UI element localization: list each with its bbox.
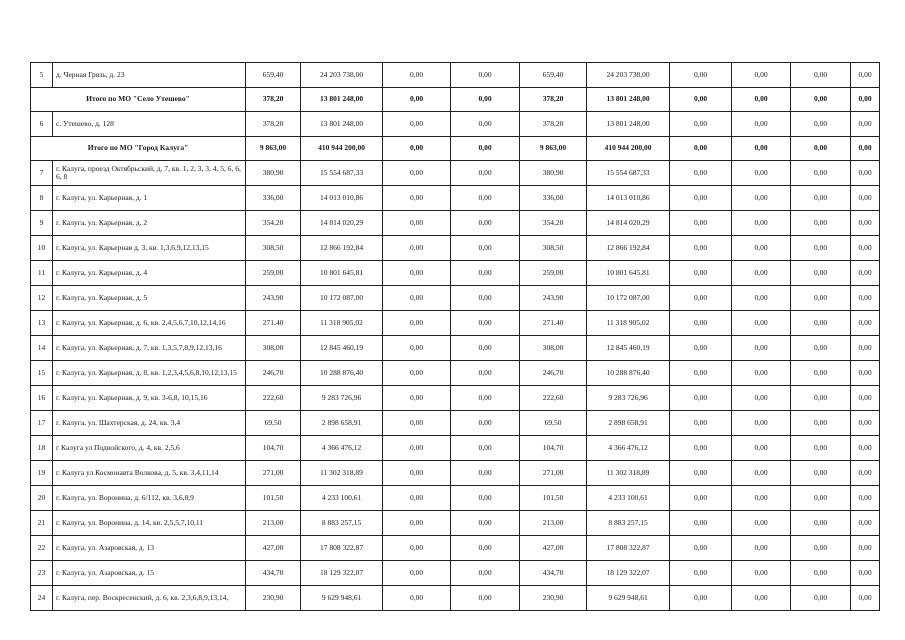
- col-9-cell: 0,00: [791, 436, 851, 461]
- table-row: [31, 361, 880, 386]
- total-row: [31, 88, 880, 112]
- area-cell: 104,70: [246, 436, 301, 461]
- col-4-cell: 0,00: [451, 112, 520, 137]
- col-3-cell: 0,00: [383, 586, 451, 611]
- col-5-cell: 378,20: [520, 112, 587, 137]
- cost-cell: 10 801 645,81: [301, 261, 383, 286]
- col-5-cell: 308,00: [520, 336, 587, 361]
- area-cell: 246,70: [246, 361, 301, 386]
- col-6-cell: 11 318 905,02: [587, 311, 670, 336]
- col-8-cell: 0,00: [732, 112, 791, 137]
- area-cell: 378,20: [246, 112, 301, 137]
- cost-cell: 14 013 010,86: [301, 186, 383, 211]
- area-cell: 336,00: [246, 186, 301, 211]
- table-row: [31, 586, 880, 611]
- col-10-cell: 0,00: [851, 88, 880, 112]
- area-cell: 243,90: [246, 286, 301, 311]
- col-10-cell: 0,00: [851, 112, 880, 137]
- col-5-cell: 378,20: [520, 88, 587, 112]
- col-8-cell: 0,00: [732, 561, 791, 586]
- col-4-cell: 0,00: [451, 536, 520, 561]
- col-8-cell: 0,00: [732, 63, 791, 88]
- area-cell: 354,20: [246, 211, 301, 236]
- col-6-cell: 4 366 476,12: [587, 436, 670, 461]
- cost-cell: 11 302 318,89: [301, 461, 383, 486]
- table-row: [31, 561, 880, 586]
- cost-cell: 18 129 322,07: [301, 561, 383, 586]
- address-cell: г. Калуга, ул. Карьерная, д. 4: [53, 261, 246, 286]
- col-8-cell: 0,00: [732, 411, 791, 436]
- col-7-cell: 0,00: [670, 511, 732, 536]
- col-8-cell: 0,00: [732, 436, 791, 461]
- table-row: [31, 336, 880, 361]
- col-7-cell: 0,00: [670, 186, 732, 211]
- col-10-cell: 0,00: [851, 236, 880, 261]
- cost-cell: 12 845 460,19: [301, 336, 383, 361]
- cost-cell: 9 283 726,96: [301, 386, 383, 411]
- row-number: 22: [31, 536, 53, 561]
- col-3-cell: 0,00: [383, 386, 451, 411]
- col-3-cell: 0,00: [383, 511, 451, 536]
- cost-cell: 17 808 322,87: [301, 536, 383, 561]
- col-9-cell: 0,00: [791, 211, 851, 236]
- row-number: 8: [31, 186, 53, 211]
- col-7-cell: 0,00: [670, 586, 732, 611]
- address-cell: г. Калуга ул Космонавта Волкова, д. 5, кв. 3,4,11,14: [53, 461, 246, 486]
- area-cell: 9 863,00: [246, 137, 301, 161]
- row-number: 9: [31, 211, 53, 236]
- address-cell: г. Калуга, ул. Карьерная, д. 8, кв. 1,2,3,4,5,6,8,10,12,13,15: [53, 361, 246, 386]
- col-10-cell: 0,00: [851, 336, 880, 361]
- col-6-cell: 24 203 738,00: [587, 63, 670, 88]
- col-3-cell: 0,00: [383, 186, 451, 211]
- area-cell: 434,70: [246, 561, 301, 586]
- col-6-cell: 14 814 020,29: [587, 211, 670, 236]
- col-4-cell: 0,00: [451, 436, 520, 461]
- area-cell: 101,50: [246, 486, 301, 511]
- table-row: [31, 386, 880, 411]
- col-9-cell: 0,00: [791, 137, 851, 161]
- col-3-cell: 0,00: [383, 336, 451, 361]
- col-7-cell: 0,00: [670, 436, 732, 461]
- address-cell: г. Калуга, ул. Карьерная, д. 1: [53, 186, 246, 211]
- area-cell: 230,90: [246, 586, 301, 611]
- row-number: 20: [31, 486, 53, 511]
- cost-cell: 13 801 248,00: [301, 88, 383, 112]
- col-9-cell: 0,00: [791, 561, 851, 586]
- col-5-cell: 222,60: [520, 386, 587, 411]
- col-6-cell: 10 288 876,40: [587, 361, 670, 386]
- housing-data-table: [30, 62, 880, 611]
- col-8-cell: 0,00: [732, 88, 791, 112]
- col-5-cell: 308,50: [520, 236, 587, 261]
- cost-cell: 4 366 476,12: [301, 436, 383, 461]
- col-10-cell: 0,00: [851, 486, 880, 511]
- col-3-cell: 0,00: [383, 486, 451, 511]
- total-row: [31, 137, 880, 161]
- col-10-cell: 0,00: [851, 161, 880, 186]
- col-4-cell: 0,00: [451, 386, 520, 411]
- col-6-cell: 8 883 257,15: [587, 511, 670, 536]
- col-6-cell: 14 013 010,86: [587, 186, 670, 211]
- table-row: [31, 536, 880, 561]
- col-8-cell: 0,00: [732, 536, 791, 561]
- col-9-cell: 0,00: [791, 236, 851, 261]
- address-cell: г. Калуга, ул. Азаровская, д. 13: [53, 536, 246, 561]
- col-5-cell: 104,70: [520, 436, 587, 461]
- col-10-cell: 0,00: [851, 361, 880, 386]
- col-9-cell: 0,00: [791, 511, 851, 536]
- cost-cell: 11 318 905,02: [301, 311, 383, 336]
- col-6-cell: 12 845 460,19: [587, 336, 670, 361]
- col-8-cell: 0,00: [732, 186, 791, 211]
- col-3-cell: 0,00: [383, 112, 451, 137]
- col-10-cell: 0,00: [851, 586, 880, 611]
- col-8-cell: 0,00: [732, 461, 791, 486]
- cost-cell: 10 288 876,40: [301, 361, 383, 386]
- row-number: 16: [31, 386, 53, 411]
- area-cell: 427,00: [246, 536, 301, 561]
- table-row: [31, 261, 880, 286]
- area-cell: 308,50: [246, 236, 301, 261]
- address-cell: г. Калуга, проезд Октябрьский, д. 7, кв. 1, 2, 3, 3, 4, 5, 6, 6, 6, 8: [53, 161, 246, 186]
- col-4-cell: 0,00: [451, 336, 520, 361]
- col-3-cell: 0,00: [383, 286, 451, 311]
- col-9-cell: 0,00: [791, 586, 851, 611]
- col-9-cell: 0,00: [791, 161, 851, 186]
- col-5-cell: 243,90: [520, 286, 587, 311]
- col-10-cell: 0,00: [851, 63, 880, 88]
- col-4-cell: 0,00: [451, 186, 520, 211]
- col-6-cell: 12 866 192,84: [587, 236, 670, 261]
- cost-cell: 14 814 020,29: [301, 211, 383, 236]
- col-4-cell: 0,00: [451, 137, 520, 161]
- col-7-cell: 0,00: [670, 63, 732, 88]
- area-cell: 308,00: [246, 336, 301, 361]
- col-8-cell: 0,00: [732, 361, 791, 386]
- total-label: Итого по МО "Город Калуга": [31, 137, 246, 161]
- col-8-cell: 0,00: [732, 161, 791, 186]
- col-10-cell: 0,00: [851, 511, 880, 536]
- row-number: 14: [31, 336, 53, 361]
- address-cell: г. Калуга, ул. Карьерная, д. 9, кв. 3-6,8, 10,15,16: [53, 386, 246, 411]
- col-5-cell: 9 863,00: [520, 137, 587, 161]
- cost-cell: 10 172 087,00: [301, 286, 383, 311]
- col-5-cell: 230,90: [520, 586, 587, 611]
- col-7-cell: 0,00: [670, 561, 732, 586]
- row-number: 15: [31, 361, 53, 386]
- col-10-cell: 0,00: [851, 261, 880, 286]
- col-6-cell: 13 801 248,00: [587, 88, 670, 112]
- col-9-cell: 0,00: [791, 361, 851, 386]
- table-row: [31, 461, 880, 486]
- col-9-cell: 0,00: [791, 63, 851, 88]
- col-5-cell: 427,00: [520, 536, 587, 561]
- table-row: [31, 486, 880, 511]
- col-10-cell: 0,00: [851, 211, 880, 236]
- row-number: 19: [31, 461, 53, 486]
- col-3-cell: 0,00: [383, 461, 451, 486]
- col-4-cell: 0,00: [451, 261, 520, 286]
- col-10-cell: 0,00: [851, 286, 880, 311]
- col-4-cell: 0,00: [451, 63, 520, 88]
- col-6-cell: 11 302 318,89: [587, 461, 670, 486]
- address-cell: г. Калуга, ул. Карьерная, д. 6, кв. 2,4,5,6,7,10,12,14,16: [53, 311, 246, 336]
- col-7-cell: 0,00: [670, 211, 732, 236]
- address-cell: с. Утешево, д. 128: [53, 112, 246, 137]
- col-8-cell: 0,00: [732, 486, 791, 511]
- col-3-cell: 0,00: [383, 561, 451, 586]
- col-7-cell: 0,00: [670, 486, 732, 511]
- col-10-cell: 0,00: [851, 411, 880, 436]
- col-8-cell: 0,00: [732, 586, 791, 611]
- col-7-cell: 0,00: [670, 88, 732, 112]
- row-number: 17: [31, 411, 53, 436]
- col-6-cell: 2 898 658,91: [587, 411, 670, 436]
- col-7-cell: 0,00: [670, 311, 732, 336]
- col-8-cell: 0,00: [732, 261, 791, 286]
- col-8-cell: 0,00: [732, 336, 791, 361]
- col-4-cell: 0,00: [451, 236, 520, 261]
- col-5-cell: 259,00: [520, 261, 587, 286]
- col-9-cell: 0,00: [791, 112, 851, 137]
- area-cell: 378,20: [246, 88, 301, 112]
- col-9-cell: 0,00: [791, 386, 851, 411]
- col-8-cell: 0,00: [732, 137, 791, 161]
- address-cell: г. Калуга, ул. Шахтерская, д. 24, кв. 3,4: [53, 411, 246, 436]
- col-5-cell: 659,40: [520, 63, 587, 88]
- cost-cell: 410 944 200,00: [301, 137, 383, 161]
- col-7-cell: 0,00: [670, 336, 732, 361]
- col-7-cell: 0,00: [670, 261, 732, 286]
- col-7-cell: 0,00: [670, 236, 732, 261]
- address-cell: г. Калуга, пер. Воскресенский, д. 6, кв. 2,3,6,8,9,13,14,: [53, 586, 246, 611]
- table-row: [31, 311, 880, 336]
- col-8-cell: 0,00: [732, 286, 791, 311]
- row-number: 24: [31, 586, 53, 611]
- area-cell: 271,00: [246, 461, 301, 486]
- col-6-cell: 10 801 645,81: [587, 261, 670, 286]
- cost-cell: 15 554 687,33: [301, 161, 383, 186]
- col-5-cell: 69,50: [520, 411, 587, 436]
- col-3-cell: 0,00: [383, 311, 451, 336]
- col-8-cell: 0,00: [732, 511, 791, 536]
- col-10-cell: 0,00: [851, 561, 880, 586]
- col-3-cell: 0,00: [383, 88, 451, 112]
- col-3-cell: 0,00: [383, 361, 451, 386]
- col-4-cell: 0,00: [451, 511, 520, 536]
- col-4-cell: 0,00: [451, 88, 520, 112]
- col-6-cell: 15 554 687,33: [587, 161, 670, 186]
- col-4-cell: 0,00: [451, 361, 520, 386]
- col-7-cell: 0,00: [670, 286, 732, 311]
- address-cell: г Калуга ул Подвойского, д. 4, кв. 2,5,6: [53, 436, 246, 461]
- col-7-cell: 0,00: [670, 112, 732, 137]
- row-number: 6: [31, 112, 53, 137]
- table-row: [31, 63, 880, 88]
- col-6-cell: 9 629 948,61: [587, 586, 670, 611]
- cost-cell: 12 866 192,84: [301, 236, 383, 261]
- table-row: [31, 436, 880, 461]
- col-9-cell: 0,00: [791, 411, 851, 436]
- col-10-cell: 0,00: [851, 386, 880, 411]
- col-6-cell: 9 283 726,96: [587, 386, 670, 411]
- table-row: [31, 236, 880, 261]
- cost-cell: 2 898 658,91: [301, 411, 383, 436]
- address-cell: г. Калуга, ул. Карьерная, д. 7, кв. 1,3,5,7,8,9,12,13,16: [53, 336, 246, 361]
- col-5-cell: 271,40: [520, 311, 587, 336]
- address-cell: г. Калуга, ул. Воронина, д. 6/112, кв. 3,6,8,9: [53, 486, 246, 511]
- row-number: 10: [31, 236, 53, 261]
- col-4-cell: 0,00: [451, 161, 520, 186]
- col-3-cell: 0,00: [383, 536, 451, 561]
- col-4-cell: 0,00: [451, 561, 520, 586]
- col-9-cell: 0,00: [791, 336, 851, 361]
- col-7-cell: 0,00: [670, 536, 732, 561]
- col-10-cell: 0,00: [851, 461, 880, 486]
- table-row: [31, 511, 880, 536]
- col-7-cell: 0,00: [670, 361, 732, 386]
- row-number: 18: [31, 436, 53, 461]
- area-cell: 69,50: [246, 411, 301, 436]
- col-6-cell: 18 129 322,07: [587, 561, 670, 586]
- col-9-cell: 0,00: [791, 186, 851, 211]
- area-cell: 222,60: [246, 386, 301, 411]
- col-4-cell: 0,00: [451, 461, 520, 486]
- col-5-cell: 101,50: [520, 486, 587, 511]
- col-7-cell: 0,00: [670, 137, 732, 161]
- col-8-cell: 0,00: [732, 236, 791, 261]
- col-9-cell: 0,00: [791, 486, 851, 511]
- col-3-cell: 0,00: [383, 436, 451, 461]
- row-number: 23: [31, 561, 53, 586]
- col-9-cell: 0,00: [791, 286, 851, 311]
- col-5-cell: 213,00: [520, 511, 587, 536]
- col-7-cell: 0,00: [670, 161, 732, 186]
- col-9-cell: 0,00: [791, 88, 851, 112]
- col-6-cell: 13 801 248,00: [587, 112, 670, 137]
- col-3-cell: 0,00: [383, 236, 451, 261]
- col-8-cell: 0,00: [732, 311, 791, 336]
- table-row: [31, 112, 880, 137]
- col-4-cell: 0,00: [451, 211, 520, 236]
- cost-cell: 4 233 100,61: [301, 486, 383, 511]
- col-6-cell: 410 944 200,00: [587, 137, 670, 161]
- table-row: [31, 411, 880, 436]
- col-10-cell: 0,00: [851, 186, 880, 211]
- row-number: 21: [31, 511, 53, 536]
- col-3-cell: 0,00: [383, 211, 451, 236]
- address-cell: д. Черная Грязь, д. 23: [53, 63, 246, 88]
- area-cell: 213,00: [246, 511, 301, 536]
- col-10-cell: 0,00: [851, 436, 880, 461]
- area-cell: 271,40: [246, 311, 301, 336]
- col-5-cell: 380,90: [520, 161, 587, 186]
- table-row: [31, 286, 880, 311]
- address-cell: г. Калуга, ул. Воронина, д. 14, кв. 2,5,5,7,10,11: [53, 511, 246, 536]
- col-9-cell: 0,00: [791, 536, 851, 561]
- col-9-cell: 0,00: [791, 261, 851, 286]
- address-cell: г. Калуга, ул. Карьерная д. 3, кв. 1,3,6,9,12,13,15: [53, 236, 246, 261]
- col-8-cell: 0,00: [732, 211, 791, 236]
- cost-cell: 13 801 248,00: [301, 112, 383, 137]
- col-3-cell: 0,00: [383, 137, 451, 161]
- table-row: [31, 161, 880, 186]
- col-6-cell: 17 808 322,87: [587, 536, 670, 561]
- area-cell: 659,40: [246, 63, 301, 88]
- col-4-cell: 0,00: [451, 586, 520, 611]
- col-9-cell: 0,00: [791, 461, 851, 486]
- col-3-cell: 0,00: [383, 411, 451, 436]
- address-cell: г. Калуга, ул. Карьерная, д. 5: [53, 286, 246, 311]
- col-9-cell: 0,00: [791, 311, 851, 336]
- col-7-cell: 0,00: [670, 386, 732, 411]
- col-6-cell: 4 233 100,61: [587, 486, 670, 511]
- row-number: 7: [31, 161, 53, 186]
- col-10-cell: 0,00: [851, 137, 880, 161]
- col-7-cell: 0,00: [670, 461, 732, 486]
- col-4-cell: 0,00: [451, 486, 520, 511]
- col-4-cell: 0,00: [451, 311, 520, 336]
- col-5-cell: 354,20: [520, 211, 587, 236]
- col-10-cell: 0,00: [851, 536, 880, 561]
- cost-cell: 24 203 738,00: [301, 63, 383, 88]
- cost-cell: 8 883 257,15: [301, 511, 383, 536]
- address-cell: г. Калуга, ул. Азаровская, д. 15: [53, 561, 246, 586]
- col-8-cell: 0,00: [732, 386, 791, 411]
- row-number: 11: [31, 261, 53, 286]
- col-5-cell: 246,70: [520, 361, 587, 386]
- col-5-cell: 434,70: [520, 561, 587, 586]
- col-4-cell: 0,00: [451, 411, 520, 436]
- address-cell: г. Калуга, ул. Карьерная, д. 2: [53, 211, 246, 236]
- total-label: Итого по МО "Село Утешево": [31, 88, 246, 112]
- col-3-cell: 0,00: [383, 261, 451, 286]
- table-row: [31, 211, 880, 236]
- row-number: 5: [31, 63, 53, 88]
- row-number: 12: [31, 286, 53, 311]
- col-3-cell: 0,00: [383, 63, 451, 88]
- col-7-cell: 0,00: [670, 411, 732, 436]
- col-10-cell: 0,00: [851, 311, 880, 336]
- row-number: 13: [31, 311, 53, 336]
- col-6-cell: 10 172 087,00: [587, 286, 670, 311]
- table-row: [31, 186, 880, 211]
- col-5-cell: 336,00: [520, 186, 587, 211]
- cost-cell: 9 629 948,61: [301, 586, 383, 611]
- area-cell: 380,90: [246, 161, 301, 186]
- col-3-cell: 0,00: [383, 161, 451, 186]
- col-4-cell: 0,00: [451, 286, 520, 311]
- col-5-cell: 271,00: [520, 461, 587, 486]
- area-cell: 259,00: [246, 261, 301, 286]
